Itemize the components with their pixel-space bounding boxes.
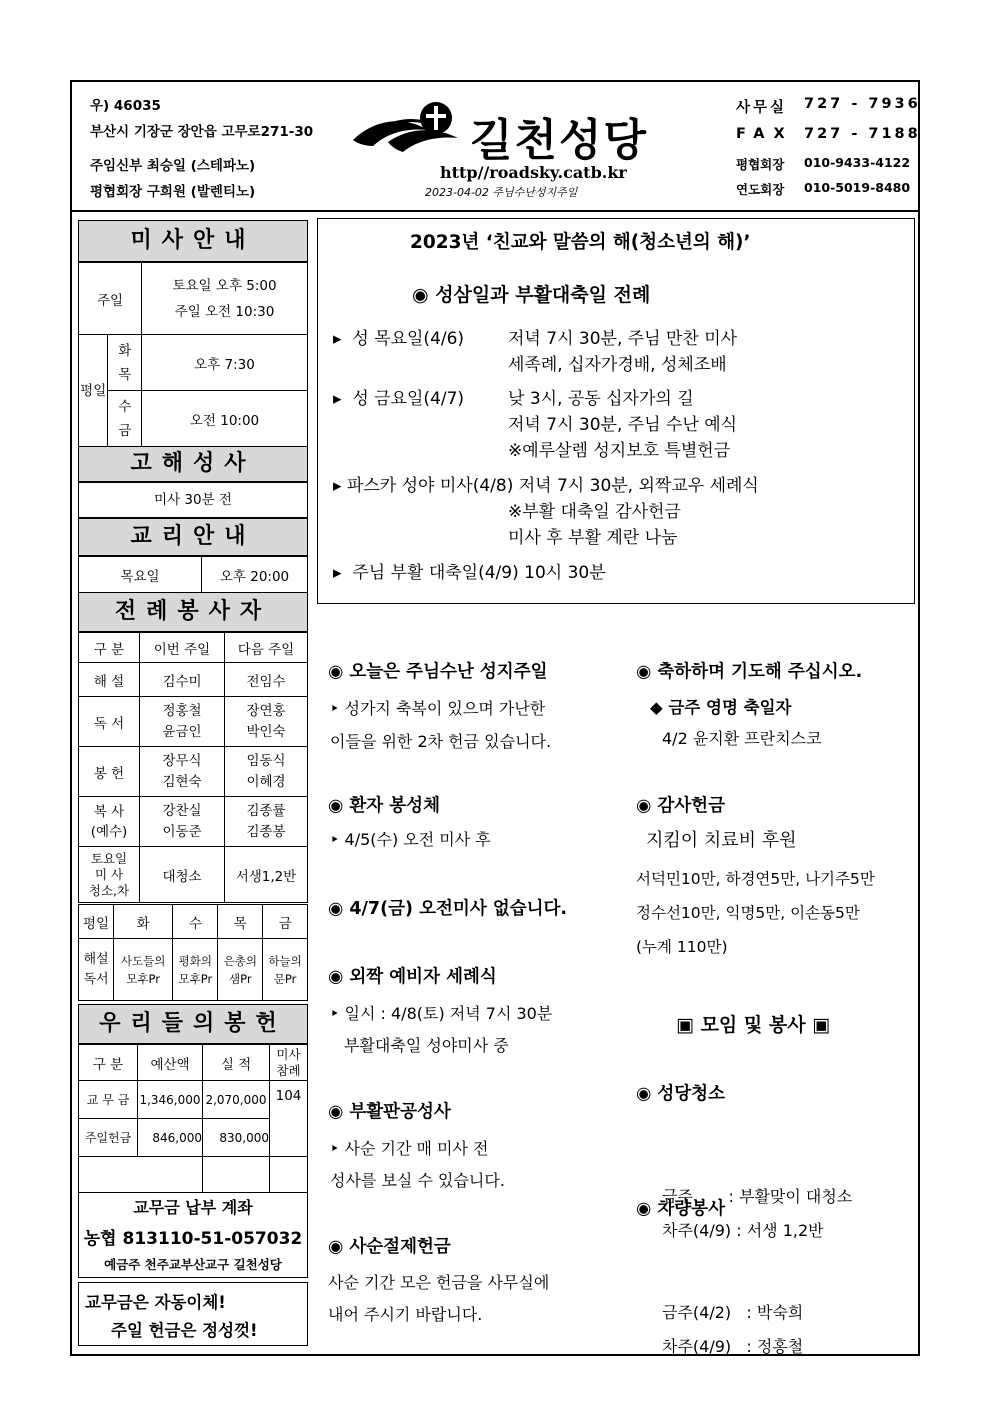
mass-guide-table	[78, 262, 308, 447]
notice-lent-offering-body: 사순 기간 모은 헌금을 사무실에 내어 주시기 바랍니다.	[328, 1273, 550, 1324]
header-divider	[70, 210, 920, 212]
weekday-label: 평일	[79, 335, 108, 447]
notice-confession-body: ‣ 사순 기간 매 미사 전 성사를 보실 수 있습니다.	[330, 1139, 505, 1190]
role-altar-server: 복 사 (예수)	[79, 797, 140, 847]
confession-text: 미사 30분 전	[78, 482, 308, 518]
cleaning-title: ◉ 성당청소	[636, 1084, 725, 1104]
address: 부산시 기장군 장안읍 고무로271-30	[90, 124, 314, 140]
offering-title: 우리들의봉헌	[78, 1004, 308, 1044]
bullet-icon: ▸	[333, 389, 353, 409]
celebrate-title: ◉ 축하하며 기도해 주십시오.	[636, 662, 863, 682]
altar-server-this: 강찬실 이동준	[140, 797, 225, 847]
confession-title: 고해성사	[78, 446, 308, 482]
vehicle-title: ◉ 차량봉사	[636, 1199, 725, 1219]
role-reading: 독 서	[79, 697, 140, 747]
fax-label: FAX	[736, 126, 794, 142]
holy-thursday-head: 성 목요일(4/6)	[352, 329, 465, 349]
offering-table	[78, 1044, 308, 1193]
weekday-thu: 목	[218, 905, 263, 939]
weekday-fri: 금	[263, 905, 308, 939]
tue-thu-label: 화 목	[108, 335, 142, 391]
good-friday-lines: 낮 3시, 공동 십자가의 길 저녁 7시 30분, 주님 수난 예식 ※예루살렘 성지보호 특별헌금	[508, 389, 738, 461]
commentary-this: 김수미	[140, 663, 225, 697]
notice-palm-sunday-title: ◉ 오늘은 주님수난 성지주일	[328, 662, 548, 682]
church-logo	[348, 100, 468, 164]
role-offering: 봉 헌	[79, 747, 140, 797]
fax-phone: 727 - 7188	[804, 126, 921, 142]
thanks-sub: 지킴이 치료비 후원	[646, 830, 797, 851]
feast-title: ◆ 금주 영명 축일자	[650, 698, 792, 717]
catechism-title: 교리안내	[78, 518, 308, 556]
notice-bottom-box	[78, 1282, 308, 1346]
bullet-icon: ▸	[333, 563, 353, 583]
weekday-wed-value: 평화의 모후Pr	[173, 939, 218, 1001]
catechism-time: 오후 20:00	[202, 557, 308, 593]
postal-code: 우) 46035	[90, 98, 161, 114]
weekday-servers-table	[78, 904, 308, 1001]
website-link[interactable]: http//roadsky.catb.kr	[440, 163, 627, 182]
thanks-lines: 서덕민10만, 하경연5만, 나기주5만 정수선10만, 익명5만, 이손동5만 (누계 110만)	[636, 870, 875, 956]
header-left	[90, 94, 313, 200]
easter-vigil-line-1: 저녁 7시 30분, 외짝교우 세례식	[518, 476, 759, 496]
notice-bottom-2: 주일 헌금은 정성껏!	[111, 1321, 258, 1340]
thanks-title: ◉ 감사헌금	[636, 796, 725, 816]
offering-header-actual: 실 적	[203, 1045, 270, 1081]
wed-fri-label: 수 금	[108, 391, 142, 447]
offering-row-actual: 2,070,000	[203, 1081, 270, 1119]
holy-thursday-lines: 저녁 7시 30분, 주님 만찬 미사 세족례, 십자가경배, 성체조배	[508, 329, 738, 375]
servers-title: 전례봉사자	[78, 592, 308, 632]
date-line: 2023-04-02 주님수난성지주일	[425, 186, 578, 199]
altar-server-next: 김종률 김종봉	[225, 797, 308, 847]
mass-guide-title: 미사안내	[78, 220, 308, 262]
offering-empty-cell	[79, 1157, 203, 1193]
notice-baptism-title: ◉ 외짝 예비자 세례식	[328, 967, 497, 987]
servers-table	[78, 632, 308, 903]
weekday-header: 평일	[79, 905, 114, 939]
bullet-icon: ▸	[333, 329, 353, 349]
offering-header-attendance: 미사 참례	[270, 1045, 308, 1081]
sunday-offering-budget: 846,000	[138, 1119, 203, 1157]
sunday-time-1: 토요일 오후 5:00	[172, 277, 277, 294]
notice-sick-communion-body: ‣ 4/5(수) 오전 미사 후	[330, 830, 491, 849]
office-label: 사무실	[736, 100, 788, 116]
wed-fri-time: 오전 10:00	[142, 391, 308, 447]
good-friday	[333, 386, 464, 412]
council-phone: 010-9433-4122	[804, 155, 911, 170]
pastor: 주임신부 최승일 (스테파노)	[90, 158, 256, 174]
council-label: 평협회장	[736, 157, 785, 172]
account-title: 교무금 납부 계좌	[133, 1198, 253, 1217]
bullet-icon: ▸	[333, 476, 347, 496]
catechism-table	[78, 556, 308, 593]
easter-vigil-head: 파스카 성야 미사(4/8)	[346, 476, 514, 496]
notice-bottom-1: 교무금은 자동이체!	[85, 1293, 226, 1312]
church-name: 길천성당	[470, 115, 649, 166]
account-holder: 예금주 천주교부산교구 길천성당	[104, 1257, 282, 1272]
offering-header-budget: 예산액	[138, 1045, 203, 1081]
catechism-day: 목요일	[79, 557, 202, 593]
offering-next: 임동식 이혜경	[225, 747, 308, 797]
easter-vigil	[333, 473, 759, 499]
good-friday-head: 성 금요일(4/7)	[352, 389, 465, 409]
offering-empty-cell	[203, 1157, 270, 1193]
notice-baptism-body: ‣ 일시 : 4/8(토) 저녁 7시 30분 부활대축일 성야미사 중	[330, 1004, 553, 1055]
role-commentary: 해 설	[79, 663, 140, 697]
cleaning-lines: 금주 : 부활맞이 대청소 차주(4/9) : 서생 1,2반	[662, 1187, 853, 1240]
weekday-thu-value: 은총의 샘Pr	[218, 939, 263, 1001]
feast-entry: 4/2 윤지환 프란치스코	[662, 729, 822, 748]
liturgy-section-title: ◉ 성삼일과 부활대축일 전례	[412, 284, 651, 306]
vehicle-lines: 금주(4/2) : 박숙희 차주(4/9) : 정홍철	[662, 1303, 804, 1356]
weekday-row-label: 해설 독서	[79, 939, 114, 1001]
sunday-offering-label: 주일헌금	[79, 1119, 138, 1157]
servers-header-category: 구 분	[79, 633, 140, 663]
tue-thu-time: 오후 7:30	[142, 335, 308, 391]
notice-confession-title: ◉ 부활판공성사	[328, 1102, 451, 1122]
saturday-this: 대청소	[140, 847, 225, 903]
notice-palm-sunday-body: ‣ 성가지 축복이 있으며 가난한 이들을 위한 2차 헌금 있습니다.	[330, 699, 552, 751]
sunday-time-2: 주일 오전 10:30	[174, 303, 275, 320]
offering-empty-cell	[270, 1157, 308, 1193]
offering-header-category: 구 분	[79, 1045, 138, 1081]
council-chair: 평협회장 구희원 (발렌티노)	[90, 184, 256, 200]
weekday-tue-value: 사도들의 모후Pr	[114, 939, 173, 1001]
easter-sunday	[333, 560, 606, 586]
servers-header-this: 이번 주일	[140, 633, 225, 663]
servers-header-next: 다음 주일	[225, 633, 308, 663]
role-saturday: 토요일 미 사 청소,차	[79, 847, 140, 903]
notice-sick-communion-title: ◉ 환자 봉성체	[328, 796, 440, 816]
association-label: 연도회장	[736, 182, 785, 197]
notice-lent-offering-title: ◉ 사순절제헌금	[328, 1237, 451, 1257]
commentary-next: 전임수	[225, 663, 308, 697]
easter-sunday-head: 주님 부활 대축일(4/9) 10시 30분	[352, 563, 606, 583]
offering-row-label: 교 무 금	[79, 1081, 138, 1119]
reading-this: 정홍철 윤금인	[140, 697, 225, 747]
reading-next: 장연홍 박인숙	[225, 697, 308, 747]
sunday-offering-actual: 830,000	[203, 1119, 270, 1157]
account-number: 농협 813110-51-057032	[83, 1229, 303, 1249]
year-title: 2023년 ‘친교와 말씀의 해(청소년의 해)’	[410, 232, 751, 253]
association-phone: 010-5019-8480	[804, 180, 911, 195]
easter-vigil-lines: ※부활 대축일 감사헌금 미사 후 부활 계란 나눔	[508, 502, 681, 548]
sunday-label: 주일	[79, 263, 142, 335]
account-box	[78, 1192, 308, 1278]
weekday-tue: 화	[114, 905, 173, 939]
offering-this: 장무식 김현숙	[140, 747, 225, 797]
sunday-times	[142, 263, 308, 335]
meetings-title: ▣ 모임 및 봉사 ▣	[676, 1014, 831, 1036]
weekday-fri-value: 하늘의 문Pr	[263, 939, 308, 1001]
saturday-next: 서생1,2반	[225, 847, 308, 903]
attendance-value: 104	[270, 1081, 308, 1157]
office-phone: 727 - 7936	[804, 96, 921, 112]
offering-row-budget: 1,346,000	[138, 1081, 203, 1119]
notice-no-mass-title: ◉ 4/7(금) 오전미사 없습니다.	[328, 899, 568, 919]
weekday-wed: 수	[173, 905, 218, 939]
holy-thursday	[333, 326, 464, 352]
